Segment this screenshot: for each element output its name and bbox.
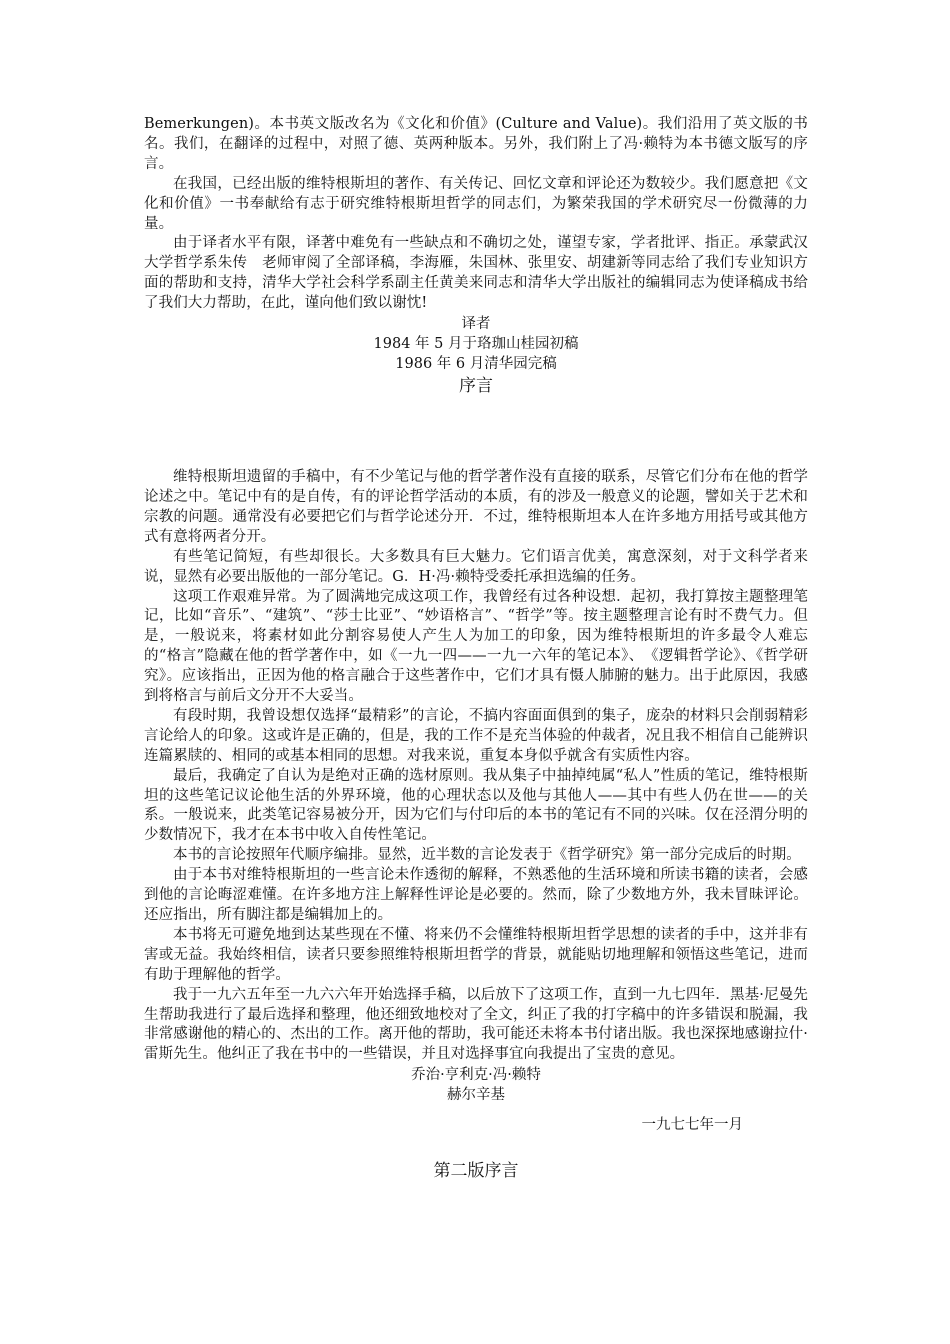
- preface-heading: 序言: [459, 376, 493, 397]
- preface-paragraph-3: 这项工作艰难异常。为了圆满地完成这项工作，我曾经有过各种设想．起初，我打算按主题整理笔记，比如“音乐”、“建筑”、“莎士比亚”、“妙语格言”、“哲学”等。按主题整理言论有时不费气力。但是，一般说来，将素材如此分割容易使人产生人为加工的印象，因为维特根斯坦的许多最令人难忘的“格言”隐藏在他的哲学著作中，如《一九一四——一九一六年的笔记本》、 《逻辑哲学论》、《哲学研究》。应该指出，正因为他的格言融合于这些著作中，它们才具有慑人肺腑的魅力。出于此原因，我感到将格言与前后文分开不大妥当。: [144, 588, 808, 705]
- preface-paragraph-6: 本书的言论按照年代顺序编排。显然，近半数的言论发表于《哲学研究》第一部分完成后的时期。: [173, 847, 801, 864]
- preface-author: 乔治·亨利克·冯·赖特: [411, 1067, 541, 1084]
- document-page: [144, 115, 808, 1183]
- translator-paragraph-2: 在我国，已经出版的维特根斯坦的著作、有关传记、回忆文章和评论还为数较少。我们愿意把《文化和价值》一书奉献给有志于研究维特根斯坦哲学的同志们，为繁荣我国的学术研究尽一份微薄的力量。: [144, 175, 808, 232]
- preface-paragraph-1: 维特根斯坦遗留的手稿中，有不少笔记与他的哲学著作没有直接的联系，尽管它们分布在他的哲学论述之中。笔记中有的是自传，有的评论哲学活动的本质，有的涉及一般意义的论题，譬如关于艺术和宗教的问题。通常没有必要把它们与哲学论述分开．不过，维特根斯坦本人在许多地方用括号或其他方式有意将两者分开。: [144, 469, 808, 545]
- preface-paragraph-5: 最后，我确定了自认为是绝对正确的选材原则。我从集子中抽掉纯属“私人”性质的笔记，维特根斯坦的这些笔记议论他生活的外界环境，他的心理状态以及他与其他人——其中有些人仍在世——的关系。一般说来，此类笔记容易被分开，因为它们与付印后的本书的笔记有不同的兴味。仅在泾渭分明的少数情况下，我才在本书中收入自传性笔记。: [144, 767, 808, 844]
- translator-date-draft: 1984 年 5 月于珞珈山桂园初稿: [373, 336, 579, 353]
- preface-paragraph-8: 本书将无可避免地到达某些现在不懂、将来仍不会懂维特根斯坦哲学思想的读者的手中，这并非有害或无益。我始终相信，读者只要参照维特根斯坦哲学的背景，就能贴切地理解和领悟这些笔记，进而有助于理解他的哲学。: [144, 926, 808, 983]
- section-gap: [144, 398, 808, 468]
- translator-paragraph-3: 由于译者水平有限，译著中难免有一些缺点和不确切之处，谨望专家，学者批评、指正。承蒙武汉大学哲学系朱传 老师审阅了全部译稿，李海雁，朱国林、张里安、胡建新等同志给了我们专业知识方面的帮助和支持，清华大学社会科学系副主任黄美来同志和清华大学出版社的编辑同志为使译稿成书给了我们大力帮助，在此，谨向他们致以谢忱!: [144, 235, 808, 312]
- translator-paragraph-1: Bemerkungen)。本书英文版改名为《文化和价值》(Culture and Value)。我们沿用了英文版的书名。我们，在翻译的过程中，对照了德、英两种版本。另外，我们附上了冯·赖特为本书德文版写的序言。: [144, 116, 808, 172]
- preface-date: 一九七七年一月: [641, 1117, 743, 1134]
- translator-signoff: 译者: [461, 316, 491, 333]
- preface-place: 赫尔辛基: [447, 1087, 505, 1104]
- preface-paragraph-9: 我于一九六五年至一九六六年开始选择手稿，以后放下了这项工作，直到一九七四年．黑基·尼曼先生帮助我进行了最后选择和整理，他还细致地校对了全文，纠正了我的打字稿中的许多错误和脱漏，我非常感谢他的精心的、杰出的工作。离开他的帮助，我可能还未将本书付诸出版。我也深探地感谢拉什·雷斯先生。他纠正了我在书中的一些错误，并且对选择事宜向我提出了宝贵的意见。: [144, 986, 808, 1063]
- preface-paragraph-2: 有些笔记简短，有些却很长。大多数具有巨大魅力。它们语言优美，寓意深刻，对于文科学者来说，显然有必要出版他的一部分笔记。G．H·冯·赖特受委托承担选编的任务。: [144, 548, 808, 585]
- preface-paragraph-7: 由于本书对维特根斯坦的一些言论未作透彻的解释，不熟悉他的生活环境和所读书籍的读者，会感到他的言论晦涩难懂。在许多地方注上解释性评论是必要的。然而，除了少数地方外，我未冒昧评论。还应指出，所有脚注都是编辑加上的。: [144, 867, 808, 923]
- translator-date-final: 1986 年 6 月清华园完稿: [395, 356, 557, 373]
- second-edition-heading: 第二版序言: [433, 1161, 519, 1182]
- preface-paragraph-4: 有段时期，我曾设想仅选择“最精彩”的言论，不搞内容面面俱到的集子，庞杂的材料只会削弱精彩言论给人的印象。这或许是正确的，但是，我的工作不是充当体验的仲裁者，况且我不相信自己能辨识连篇累牍的、相同的或基本相同的思想。对我来说，重复本身似乎就含有实质性内容。: [144, 707, 808, 764]
